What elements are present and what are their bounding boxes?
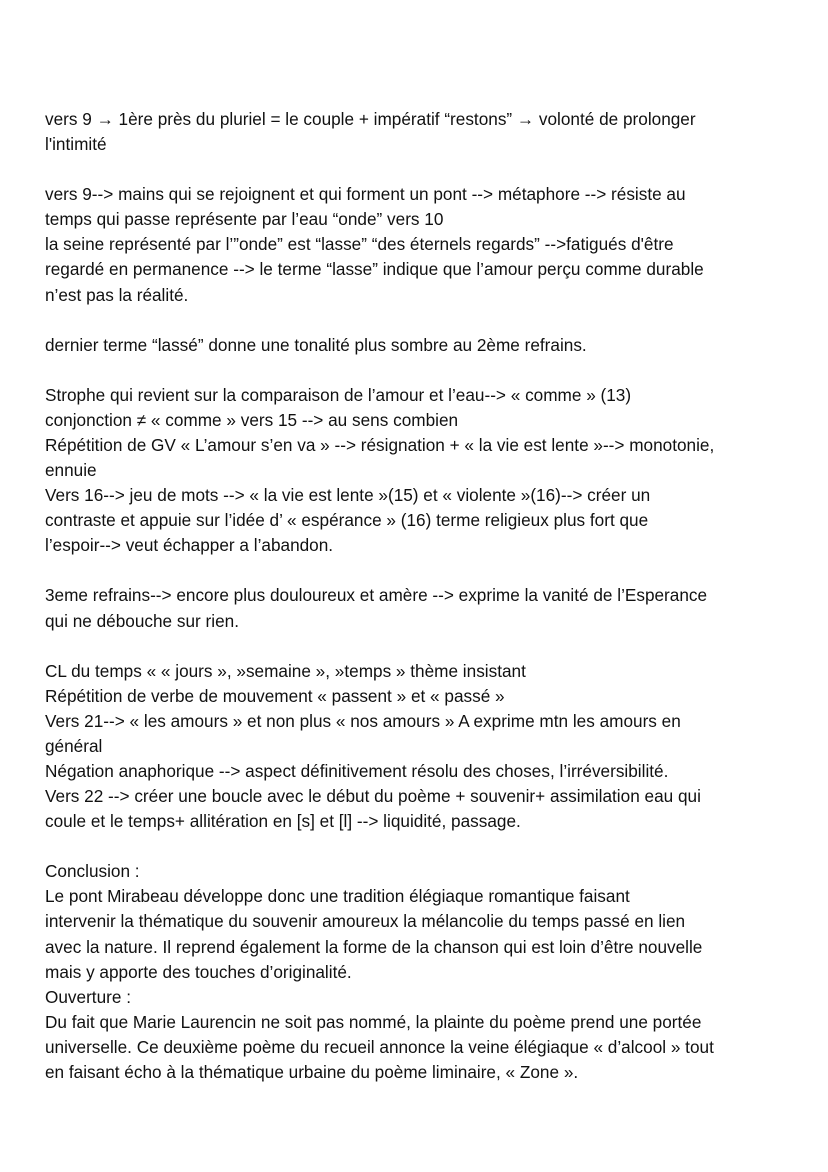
conclusion-heading: Conclusion : (45, 861, 140, 882)
text-line: en faisant écho à la thématique urbaine du poème liminaire, « Zone ». (45, 1062, 579, 1082)
text-line: ennuie (45, 460, 97, 481)
paragraph-vers-9-restons (45, 107, 788, 157)
paragraph-champ-lexical-temps (45, 659, 788, 835)
text-line: Répétition de verbe de mouvement « passent » et « passé » (45, 685, 505, 706)
paragraph-vers-9-pont (45, 182, 788, 307)
text-line: avec la nature. Il reprend également la forme de la chanson qui est loin d’être nouvelle (45, 936, 703, 957)
text-line: mais y apporte des touches d’originalité. (45, 961, 352, 982)
text-line: vers 9--> mains qui se rejoignent et qui forment un pont --> métaphore --> résiste au (45, 184, 686, 205)
text-line: intervenir la thématique du souvenir amoureux la mélancolie du temps passé en lien (45, 911, 686, 932)
text-line: la seine représenté par l’”onde” est “lasse” “des éternels regards” -->fatigués d'être (45, 234, 674, 255)
text-line: Le pont Mirabeau développe donc une tradition élégiaque romantique faisant (45, 886, 630, 907)
text-line: général (45, 735, 103, 756)
paragraph-strophe-comparaison (45, 383, 788, 559)
text-line: n’est pas la réalité. (45, 284, 189, 305)
text-line: 3eme refrains--> encore plus douloureux et amère --> exprime la vanité de l’Esperance (45, 585, 708, 606)
text-line: Négation anaphorique --> aspect définitivement résolu des choses, l’irréversibilité. (45, 760, 669, 781)
paragraph-conclusion-ouverture (45, 859, 788, 1085)
text-line: l’espoir--> veut échapper a l’abandon. (45, 535, 334, 556)
text-line: qui ne débouche sur rien. (45, 610, 239, 631)
text-line: Vers 21--> « les amours » et non plus « nos amours » A exprime mtn les amours en (45, 710, 681, 731)
text-line: l'intimité (45, 134, 107, 155)
text-line: Strophe qui revient sur la comparaison de l’amour et l’eau--> « comme » (13) (45, 384, 632, 405)
ouverture-heading: Ouverture : (45, 986, 131, 1007)
text-line: Vers 16--> jeu de mots --> « la vie est lente »(15) et « violente »(16)--> créer un (45, 485, 651, 506)
text-line: contraste et appuie sur l’idée d’ « espérance » (16) terme religieux plus fort que (45, 510, 649, 531)
text-line: Vers 22 --> créer une boucle avec le début du poème + souvenir+ assimilation eau qui (45, 786, 701, 807)
text-line: Répétition de GV « L’amour s’en va » --> résignation + « la vie est lente »--> monotonie, (45, 434, 715, 455)
text-line: vers 9 → 1ère près du pluriel = le couple + impératif “restons” → volonté de prolonger (45, 109, 696, 129)
paragraph-dernier-terme (45, 333, 788, 358)
text-line: conjonction ≠ « comme » vers 15 --> au sens combien (45, 409, 459, 430)
text-line: regardé en permanence --> le terme “lasse” indique que l’amour perçu comme durable (45, 259, 704, 280)
text-line: coule et le temps+ allitération en [s] et [l] --> liquidité, passage. (45, 811, 521, 832)
text-line: dernier terme “lassé” donne une tonalité plus sombre au 2ème refrains. (45, 334, 587, 355)
paragraph-3eme-refrain (45, 583, 788, 633)
text-line: temps qui passe représente par l’eau “onde” vers 10 (45, 209, 444, 230)
text-line: universelle. Ce deuxième poème du recueil annonce la veine élégiaque « d’alcool » tout (45, 1036, 714, 1057)
text-line: CL du temps « « jours », »semaine », »temps » thème insistant (45, 660, 526, 681)
text-line: Du fait que Marie Laurencin ne soit pas nommé, la plainte du poème prend une portée (45, 1011, 702, 1032)
